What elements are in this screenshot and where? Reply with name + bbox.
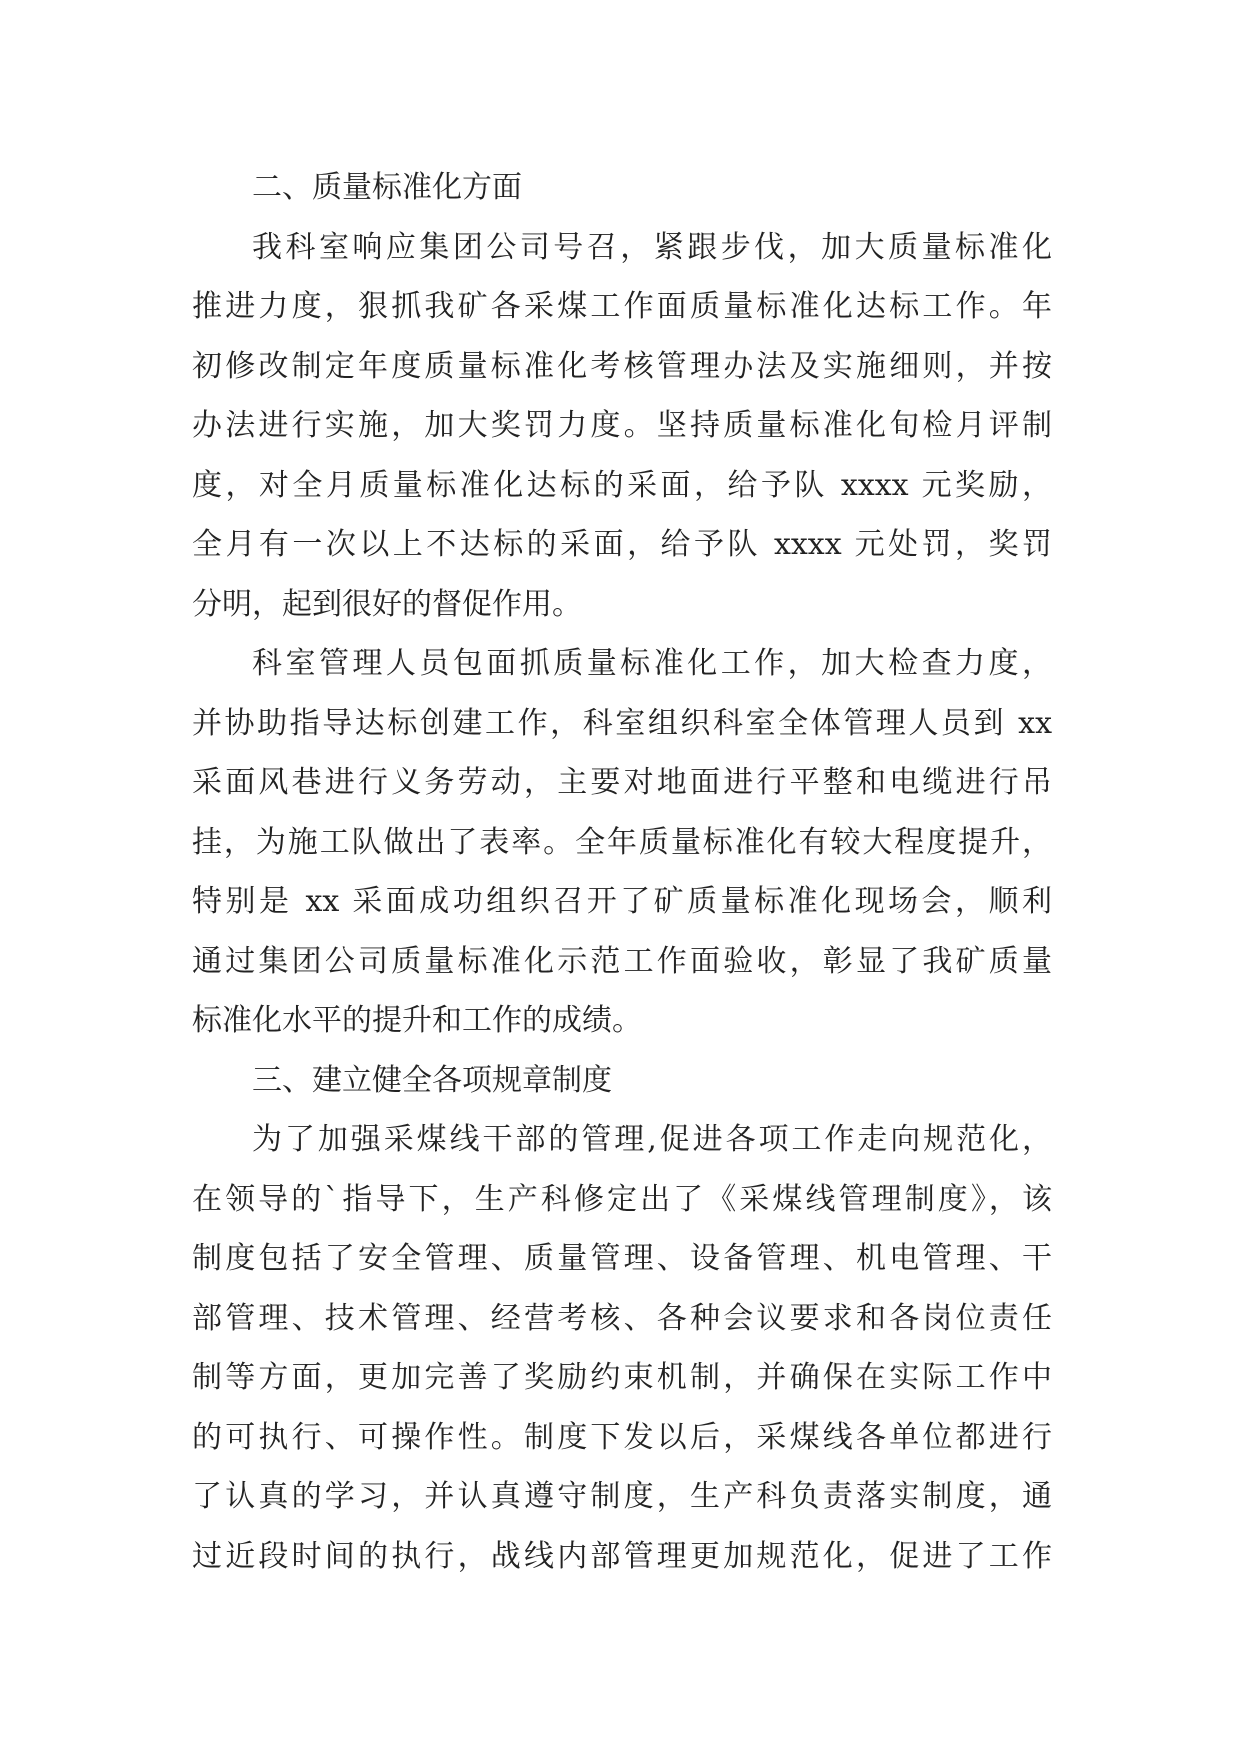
paragraph-line: 部管理、技术管理、经营考核、各种会议要求和各岗位责任 [192,1300,1052,1336]
paragraph-line: 我科室响应集团公司号召，紧跟步伐，加大质量标准化 [252,229,1052,265]
paragraph-line: 采面风巷进行义务劳动，主要对地面进行平整和电缆进行吊 [192,765,1052,800]
paragraph-line: 初修改制定年度质量标准化考核管理办法及实施细则，并按 [192,348,1052,384]
paragraph-line: 在领导的`指导下，生产科修定出了《采煤线管理制度》，该 [192,1181,1052,1217]
paragraph-line: 全月有一次以上不达标的采面，给予队 xxxx 元处罚，奖罚 [192,527,1052,562]
paragraph-line: 推进力度，狠抓我矿各采煤工作面质量标准化达标工作。年 [192,289,1052,324]
paragraph-line: 制等方面，更加完善了奖励约束机制，并确保在实际工作中 [192,1360,1052,1395]
paragraph-line: 并协助指导达标创建工作，科室组织科室全体管理人员到 xx [192,705,1052,741]
paragraph-line: 过近段时间的执行，战线内部管理更加规范化，促进了工作 [192,1538,1052,1574]
paragraph-line: 标准化水平的提升和工作的成绩。 [192,1003,642,1038]
paragraph-line: 科室管理人员包面抓质量标准化工作，加大检查力度， [252,646,1052,681]
paragraph-line: 办法进行实施，加大奖罚力度。坚持质量标准化旬检月评制 [192,408,1052,443]
paragraph-line: 特别是 xx 采面成功组织召开了矿质量标准化现场会，顺利 [192,884,1052,919]
paragraph-line: 挂，为施工队做出了表率。全年质量标准化有较大程度提升， [192,824,1052,860]
section-heading-rules-system: 三、建立健全各项规章制度 [252,1062,612,1098]
paragraph-line: 了认真的学习，并认真遵守制度，生产科负责落实制度，通 [192,1479,1052,1514]
document-body [192,158,1052,1586]
paragraph-line: 度，对全月质量标准化达标的采面，给予队 xxxx 元奖励， [192,467,1052,503]
paragraph-line: 制度包括了安全管理、质量管理、设备管理、机电管理、干 [192,1241,1052,1276]
paragraph-line: 的可执行、可操作性。制度下发以后，采煤线各单位都进行 [192,1419,1052,1455]
section-heading-quality-standardization: 二、质量标准化方面 [252,170,522,205]
paragraph-line: 分明，起到很好的督促作用。 [192,586,582,622]
paragraph-line: 为了加强采煤线干部的管理,促进各项工作走向规范化， [252,1122,1052,1157]
paragraph-line: 通过集团公司质量标准化示范工作面验收，彰显了我矿质量 [192,943,1052,979]
